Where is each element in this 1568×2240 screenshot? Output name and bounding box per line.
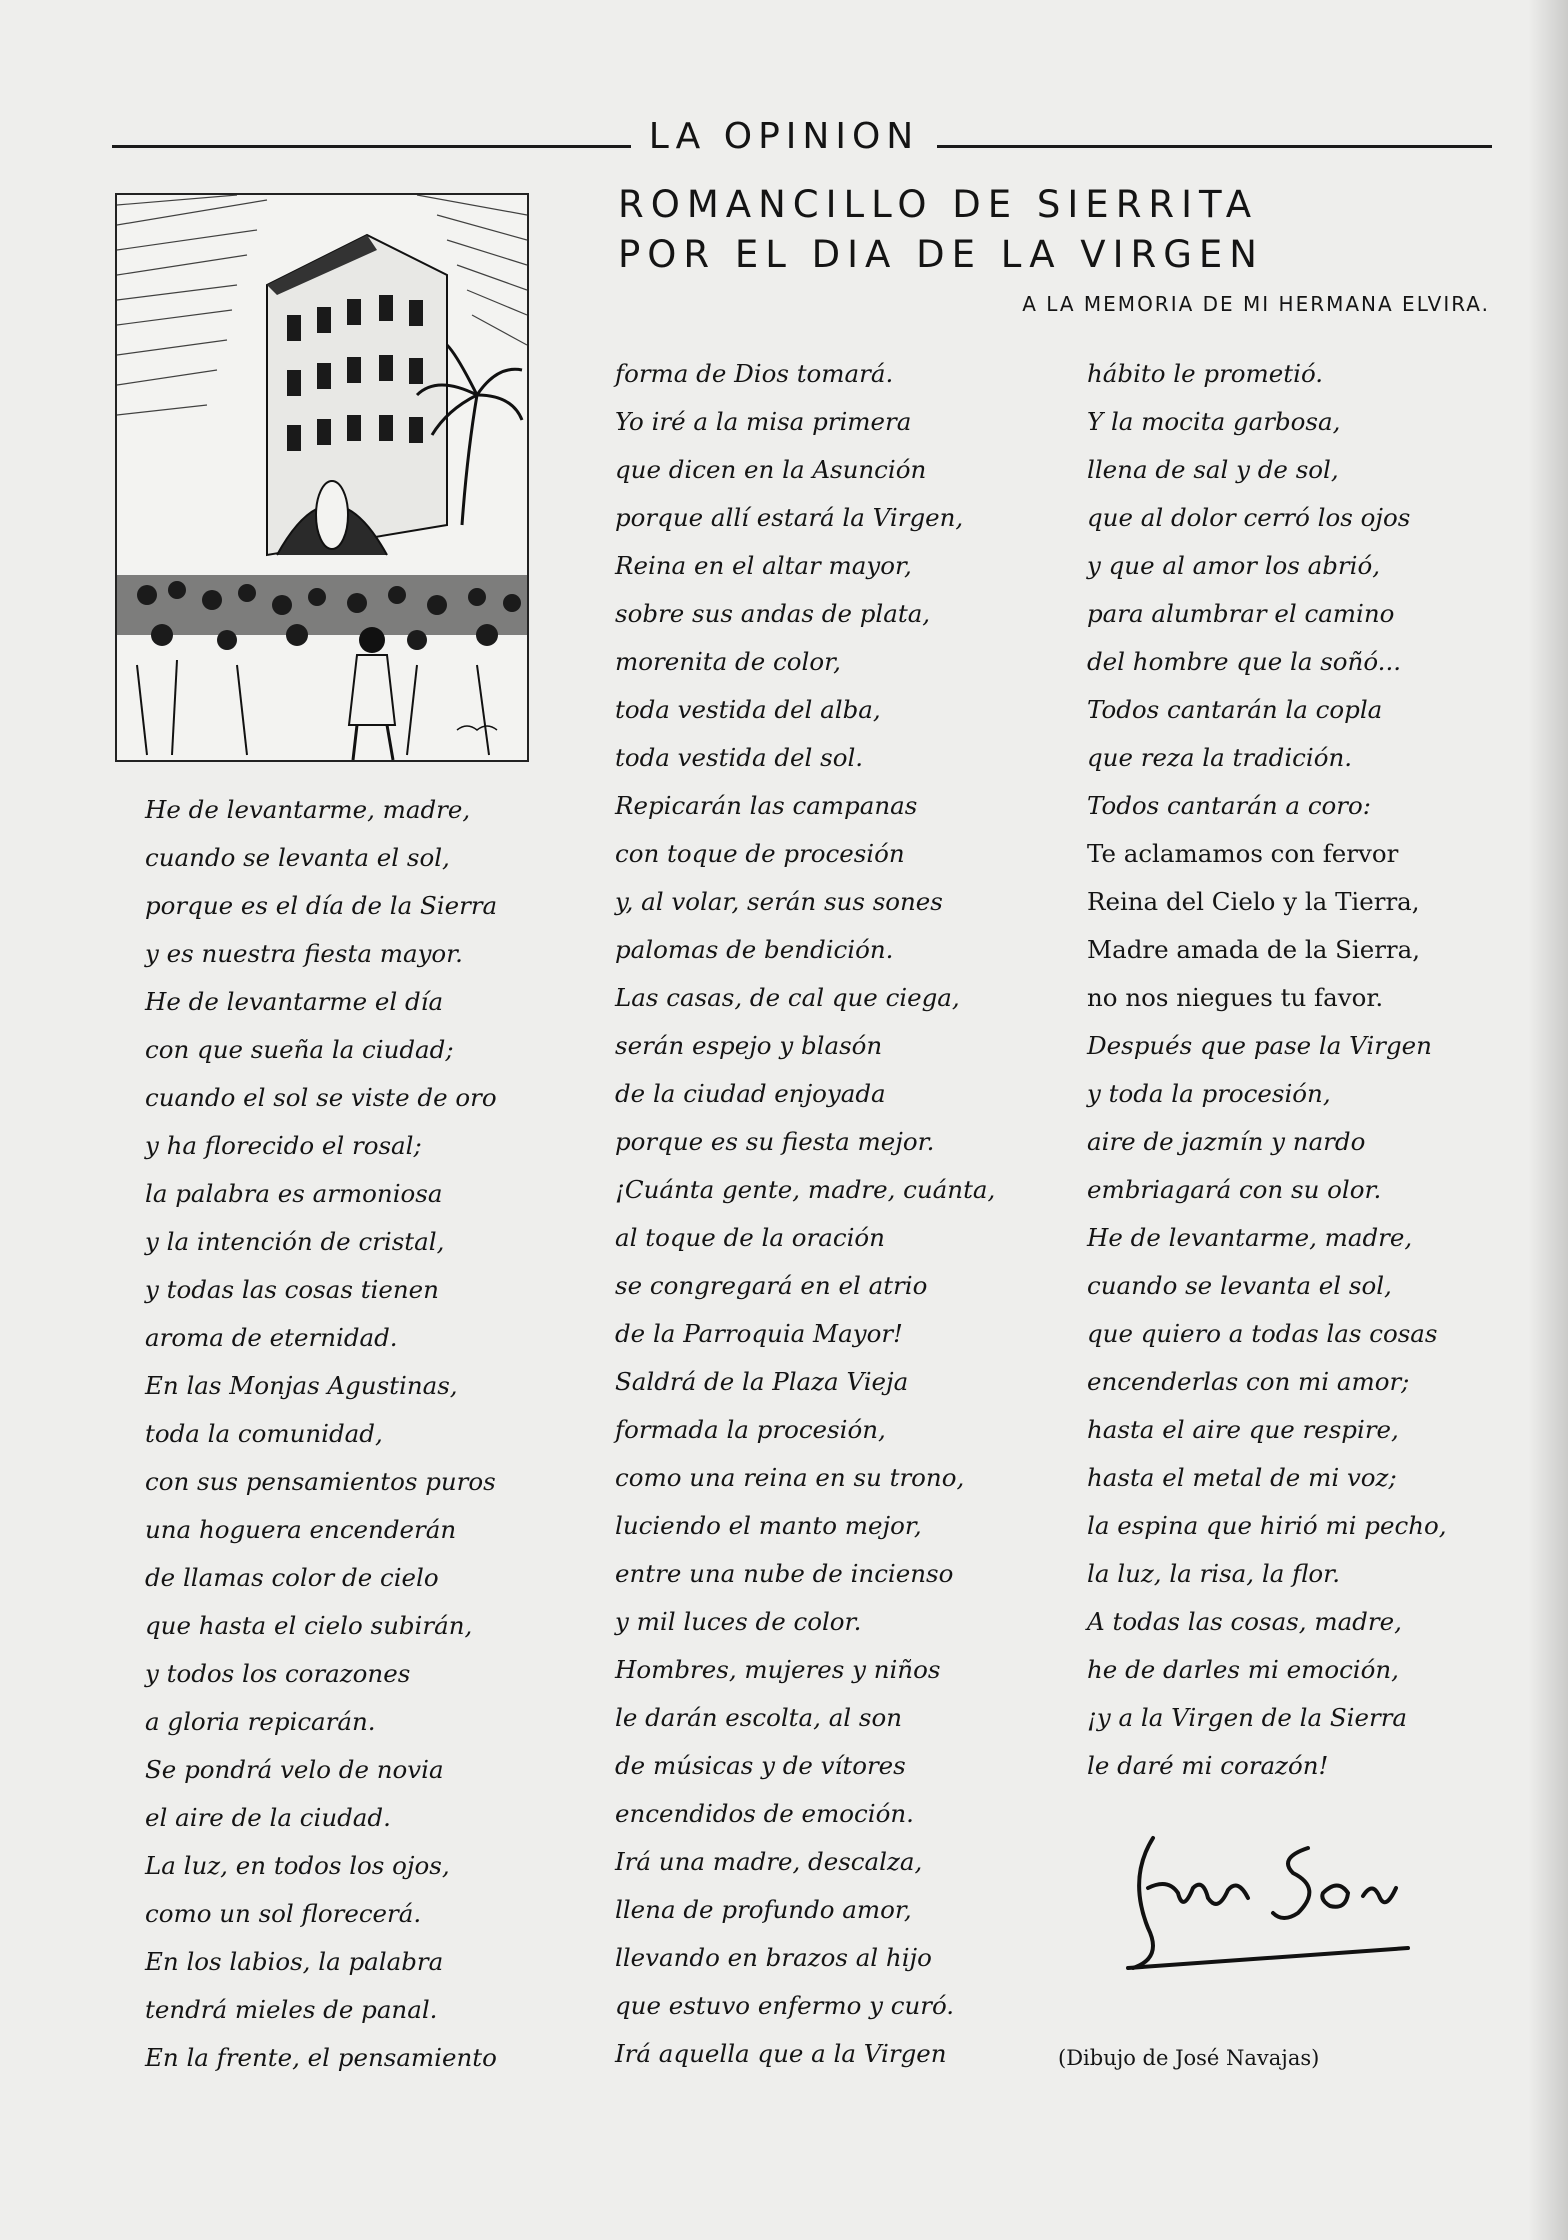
poem-column-1	[145, 786, 497, 2082]
poem-line: y toda la procesión,	[1087, 1079, 1331, 1108]
poem-line: al toque de la oración	[615, 1223, 885, 1252]
poem-line: embriagará con su olor.	[1087, 1175, 1382, 1204]
poem-line: porque es su fiesta mejor.	[615, 1127, 935, 1156]
poem-line: que reza la tradición.	[1087, 743, 1353, 772]
poem-line: A todas las cosas, madre,	[1087, 1607, 1402, 1636]
poem-line: y mil luces de color.	[615, 1607, 862, 1636]
poem-column-3	[1087, 350, 1447, 1790]
title-line: ROMANCILLO DE SIERRITA	[618, 183, 1259, 226]
poem-line: del hombre que la soñó...	[1087, 647, 1402, 676]
poem-line: encenderlas con mi amor;	[1087, 1367, 1410, 1396]
poem-line: no nos niegues tu favor.	[1087, 983, 1384, 1012]
poem-title	[618, 180, 1478, 280]
poem-line: que hasta el cielo subirán,	[145, 1611, 473, 1640]
poem-line: hábito le prometió.	[1087, 359, 1324, 388]
poem-line: y es nuestra fiesta mayor.	[145, 939, 463, 968]
poem-line: como una reina en su trono,	[615, 1463, 965, 1492]
poem-line: Te aclamamos con fervor	[1087, 839, 1399, 868]
poem-line: En los labios, la palabra	[145, 1947, 444, 1976]
poem-line: cuando el sol se viste de oro	[145, 1083, 497, 1112]
poem-line: Yo iré a la misa primera	[615, 407, 912, 436]
poem-line: que al dolor cerró los ojos	[1087, 503, 1411, 532]
title-line: POR EL DIA DE LA VIRGEN	[618, 233, 1264, 276]
poem-line: entre una nube de incienso	[615, 1559, 954, 1588]
poem-line: de la Parroquia Mayor!	[615, 1319, 903, 1348]
poem-line: y ha florecido el rosal;	[145, 1131, 422, 1160]
poem-line: que quiero a todas las cosas	[1087, 1319, 1438, 1348]
poem-line: En la frente, el pensamiento	[145, 2043, 497, 2072]
poem-line: toda vestida del alba,	[615, 695, 881, 724]
poem-line: Repicarán las campanas	[615, 791, 918, 820]
illustration-credit: (Dibujo de José Navajas)	[1058, 2046, 1320, 2070]
masthead-title: LA OPINION	[631, 116, 937, 157]
poem-line: a gloria repicarán.	[145, 1707, 376, 1736]
poem-line: Y la mocita garbosa,	[1087, 407, 1341, 436]
poem-line: formada la procesión,	[615, 1415, 886, 1444]
poem-line: Reina en el altar mayor,	[615, 551, 912, 580]
poem-line: y todos los corazones	[145, 1659, 411, 1688]
poem-line: con sus pensamientos puros	[145, 1467, 496, 1496]
poem-line: palomas de bendición.	[615, 935, 894, 964]
poem-line: hasta el aire que respire,	[1087, 1415, 1399, 1444]
poem-line: Hombres, mujeres y niños	[615, 1655, 941, 1684]
poem-line: aroma de eternidad.	[145, 1323, 398, 1352]
dedication: A LA MEMORIA DE MI HERMANA ELVIRA.	[1022, 292, 1490, 316]
poem-line: He de levantarme, madre,	[1087, 1223, 1413, 1252]
poem-line: Después que pase la Virgen	[1087, 1031, 1432, 1060]
poem-line: porque es el día de la Sierra	[145, 891, 498, 920]
poem-line: luciendo el manto mejor,	[615, 1511, 922, 1540]
poem-line: una hoguera encenderán	[145, 1515, 457, 1544]
poem-column-2	[615, 350, 995, 2078]
poem-line: Todos cantarán la copla	[1087, 695, 1383, 724]
poem-line: morenita de color,	[615, 647, 841, 676]
poem-line: He de levantarme el día	[145, 987, 444, 1016]
poem-line: Todos cantarán a coro:	[1087, 791, 1372, 820]
poem-line: Irá aquella que a la Virgen	[615, 2039, 947, 2068]
poem-line: tendrá mieles de panal.	[145, 1995, 438, 2024]
poem-line: Saldrá de la Plaza Vieja	[615, 1367, 909, 1396]
poem-line: se congregará en el atrio	[615, 1271, 928, 1300]
poem-line: llena de sal y de sol,	[1087, 455, 1339, 484]
masthead	[0, 116, 1568, 157]
poem-line: En las Monjas Agustinas,	[145, 1371, 458, 1400]
poem-line: y la intención de cristal,	[145, 1227, 445, 1256]
poem-line: de músicas y de vítores	[615, 1751, 906, 1780]
poem-line: con que sueña la ciudad;	[145, 1035, 454, 1064]
poem-line: he de darles mi emoción,	[1087, 1655, 1399, 1684]
poem-line: hasta el metal de mi voz;	[1087, 1463, 1397, 1492]
poem-line: ¡y a la Virgen de la Sierra	[1087, 1703, 1408, 1732]
poem-line: con toque de procesión	[615, 839, 905, 868]
poem-line: el aire de la ciudad.	[145, 1803, 391, 1832]
poem-line: aire de jazmín y nardo	[1087, 1127, 1366, 1156]
poem-line: cuando se levanta el sol,	[1087, 1271, 1392, 1300]
poem-line: Madre amada de la Sierra,	[1087, 935, 1421, 964]
signature-drawing	[1108, 1818, 1448, 1978]
poem-line: ¡Cuánta gente, madre, cuánta,	[615, 1175, 996, 1204]
poem-line: la palabra es armoniosa	[145, 1179, 443, 1208]
poem-line: la espina que hirió mi pecho,	[1087, 1511, 1447, 1540]
poem-line: Irá una madre, descalza,	[615, 1847, 923, 1876]
poem-line: He de levantarme, madre,	[145, 795, 471, 824]
poem-line: y, al volar, serán sus sones	[615, 887, 943, 916]
poem-line: serán espejo y blasón	[615, 1031, 883, 1060]
poem-line: y todas las cosas tienen	[145, 1275, 439, 1304]
poem-line: y que al amor los abrió,	[1087, 551, 1381, 580]
poem-line: la luz, la risa, la flor.	[1087, 1559, 1340, 1588]
poem-line: que dicen en la Asunción	[615, 455, 927, 484]
poem-line: de la ciudad enjoyada	[615, 1079, 886, 1108]
illustration-drawing	[117, 195, 527, 760]
poem-line: La luz, en todos los ojos,	[145, 1851, 450, 1880]
poem-line: Las casas, de cal que ciega,	[615, 983, 960, 1012]
author-signature	[1108, 1818, 1448, 1978]
poem-line: para alumbrar el camino	[1087, 599, 1395, 628]
poem-line: toda vestida del sol.	[615, 743, 864, 772]
procession-illustration	[115, 193, 529, 762]
poem-line: toda la comunidad,	[145, 1419, 383, 1448]
poem-line: forma de Dios tomará.	[615, 359, 894, 388]
poem-line: porque allí estará la Virgen,	[615, 503, 964, 532]
poem-line: llevando en brazos al hijo	[615, 1943, 932, 1972]
poem-line: llena de profundo amor,	[615, 1895, 912, 1924]
poem-line: que estuvo enfermo y curó.	[615, 1991, 955, 2020]
poem-line: Se pondrá velo de novia	[145, 1755, 444, 1784]
poem-line: Reina del Cielo y la Tierra,	[1087, 887, 1420, 916]
poem-line: le darán escolta, al son	[615, 1703, 903, 1732]
poem-line: le daré mi corazón!	[1087, 1751, 1329, 1780]
poem-line: como un sol florecerá.	[145, 1899, 422, 1928]
page-edge-shadow	[1528, 0, 1568, 2240]
poem-line: cuando se levanta el sol,	[145, 843, 450, 872]
poem-line: sobre sus andas de plata,	[615, 599, 931, 628]
poem-line: encendidos de emoción.	[615, 1799, 914, 1828]
poem-line: de llamas color de cielo	[145, 1563, 439, 1592]
